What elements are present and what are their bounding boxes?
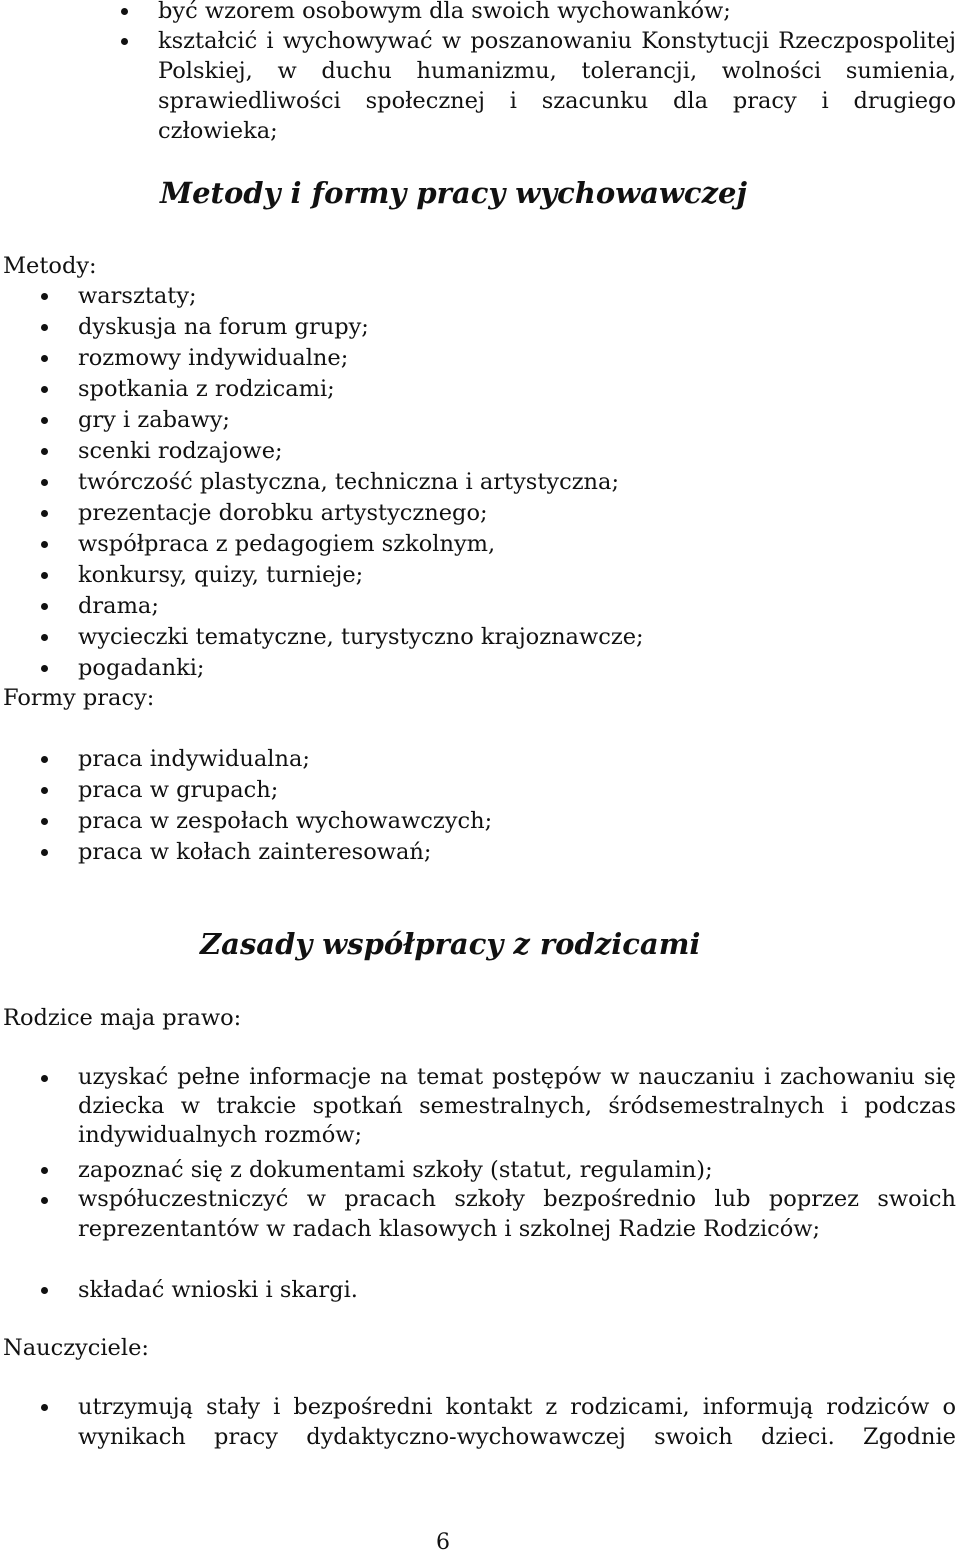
bullet-icon: [41, 665, 48, 672]
list-item: twórczość plastyczna, techniczna i artystyczna;: [78, 469, 620, 495]
section-heading-metody: Metody i formy pracy wychowawczej: [160, 176, 747, 210]
section-heading-zasady: Zasady współpracy z rodzicami: [200, 927, 701, 961]
bullet-icon: [41, 541, 48, 548]
bullet-icon: [41, 756, 48, 763]
list-item: być wzorem osobowym dla swoich wychowanków;: [158, 0, 731, 24]
metody-label: Metody:: [3, 253, 97, 279]
bullet-icon: [41, 1287, 48, 1294]
rodzice-label: Rodzice maja prawo:: [3, 1005, 242, 1031]
bullet-icon: [41, 386, 48, 393]
list-item: praca w kołach zainteresowań;: [78, 839, 432, 865]
bullet-icon: [41, 355, 48, 362]
bullet-icon: [121, 8, 128, 15]
bullet-icon: [41, 603, 48, 610]
bullet-icon: [41, 510, 48, 517]
list-item: warsztaty;: [78, 283, 197, 309]
list-item: drama;: [78, 593, 159, 619]
list-item: wycieczki tematyczne, turystyczno krajoznawcze;: [78, 624, 644, 650]
list-item: rozmowy indywidualne;: [78, 345, 349, 371]
bullet-icon: [41, 293, 48, 300]
nauczyciele-label: Nauczyciele:: [3, 1335, 149, 1361]
bullet-icon: [41, 1197, 48, 1204]
list-item: składać wnioski i skargi.: [78, 1277, 358, 1303]
bullet-icon: [41, 1167, 48, 1174]
bullet-icon: [41, 1404, 48, 1411]
page-number: 6: [436, 1530, 450, 1555]
list-item: zapoznać się z dokumentami szkoły (statut, regulamin);: [78, 1157, 713, 1183]
bullet-icon: [41, 787, 48, 794]
list-item: współuczestniczyć w pracach szkoły bezpośrednio lub poprzez swoich reprezentantów w radach klasowych i szkolnej Radzie Rodziców;: [78, 1186, 956, 1242]
bullet-icon: [41, 818, 48, 825]
bullet-icon: [41, 849, 48, 856]
list-item: scenki rodzajowe;: [78, 438, 283, 464]
list-item: gry i zabawy;: [78, 407, 231, 433]
list-item: uzyskać pełne informacje na temat postępów w nauczaniu i zachowaniu się dziecka w trakcie spotkań semestralnych, śródsemestralnych i podczas indywidualnych rozmów;: [78, 1064, 956, 1148]
list-item: kształcić i wychowywać w poszanowaniu Konstytucji Rzeczpospolitej Polskiej, w duchu humanizmu, tolerancji, wolności sumienia, sprawiedliwości społecznej i szacunku dla pracy i drugiego człowieka;: [158, 28, 956, 144]
bullet-icon: [41, 1075, 48, 1082]
list-item: spotkania z rodzicami;: [78, 376, 335, 402]
list-item: pogadanki;: [78, 655, 205, 681]
list-item: współpraca z pedagogiem szkolnym,: [78, 531, 496, 557]
list-item: konkursy, quizy, turnieje;: [78, 562, 364, 588]
bullet-icon: [41, 448, 48, 455]
bullet-icon: [41, 634, 48, 641]
list-item: prezentacje dorobku artystycznego;: [78, 500, 488, 526]
list-item: praca w zespołach wychowawczych;: [78, 808, 493, 834]
bullet-icon: [41, 572, 48, 579]
bullet-icon: [41, 479, 48, 486]
bullet-icon: [121, 38, 128, 45]
formy-label: Formy pracy:: [3, 685, 155, 711]
list-item: praca indywidualna;: [78, 746, 310, 772]
bullet-icon: [41, 324, 48, 331]
bullet-icon: [41, 417, 48, 424]
list-item: dyskusja na forum grupy;: [78, 314, 369, 340]
list-item: praca w grupach;: [78, 777, 279, 803]
list-item: utrzymują stały i bezpośredni kontakt z rodzicami, informują rodziców o wynikach pracy dydaktyczno-wychowawczej swoich dzieci. Zgodnie: [78, 1394, 956, 1450]
